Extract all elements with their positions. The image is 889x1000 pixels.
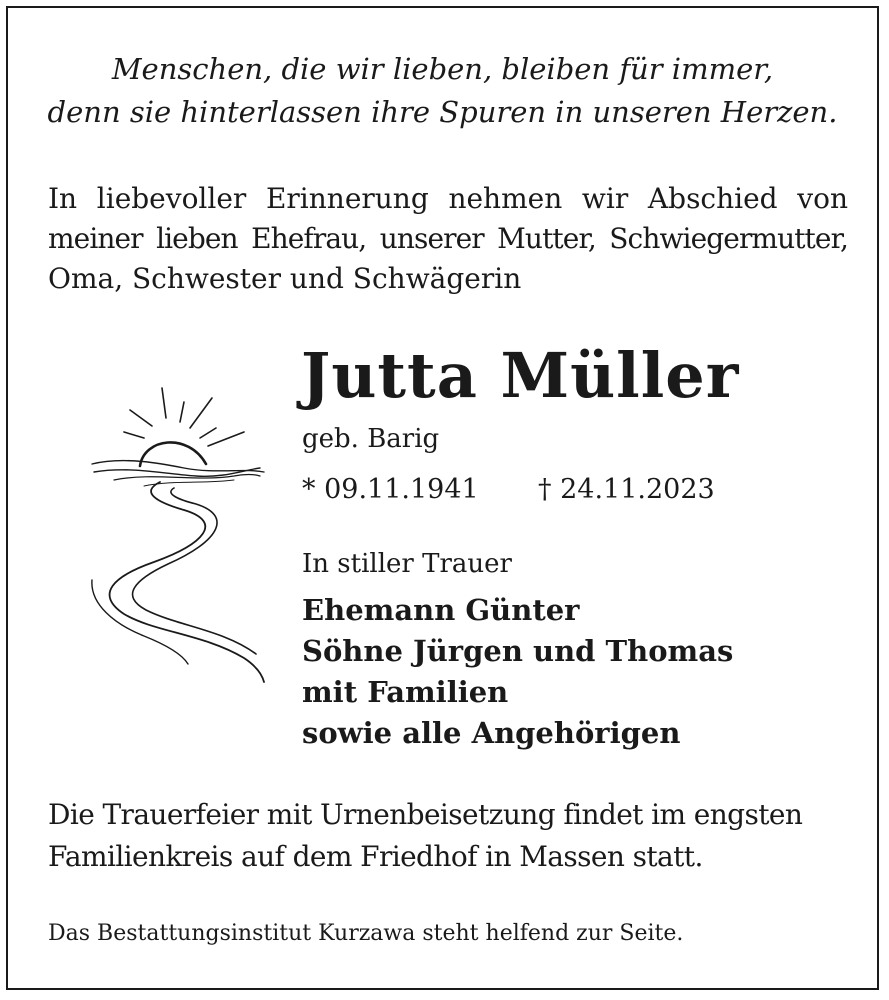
- memorial-motto: [8, 48, 877, 134]
- ceremony-line: Die Trauerfeier mit Urnenbeisetzung findet im engsten: [48, 798, 803, 831]
- sunrise-path-icon: [84, 384, 266, 684]
- intro-line: Oma, Schwester und Schwägerin: [48, 262, 522, 295]
- maiden-name: geb. Barig: [302, 424, 440, 454]
- motto-line: Menschen, die wir lieben, bleiben für immer,: [111, 52, 774, 86]
- ceremony-line: Familienkreis auf dem Friedhof in Massen statt.: [48, 840, 703, 873]
- intro-line: meiner lieben Ehefrau, unserer Mutter, Schwiegermutter,: [48, 222, 848, 255]
- mourner: Söhne Jürgen und Thomas: [302, 634, 734, 668]
- obituary-notice: [6, 6, 879, 990]
- mourning-label: In stiller Trauer: [302, 549, 512, 579]
- mourner: sowie alle Angehörigen: [302, 716, 681, 750]
- mourner: mit Familien: [302, 675, 509, 709]
- mourners-list: [302, 590, 733, 754]
- death-date: † 24.11.2023: [538, 474, 715, 505]
- deceased-name: Jutta Müller: [301, 339, 740, 412]
- farewell-intro: [48, 179, 848, 299]
- intro-line: In liebevoller Erinnerung nehmen wir Abschied von: [48, 182, 848, 215]
- birth-date: * 09.11.1941: [302, 474, 479, 505]
- ceremony-info: [48, 794, 802, 878]
- motto-line: denn sie hinterlassen ihre Spuren in unseren Herzen.: [47, 95, 838, 129]
- mourner: Ehemann Günter: [302, 593, 580, 627]
- undertaker-note: Das Bestattungsinstitut Kurzawa steht helfend zur Seite.: [48, 921, 684, 946]
